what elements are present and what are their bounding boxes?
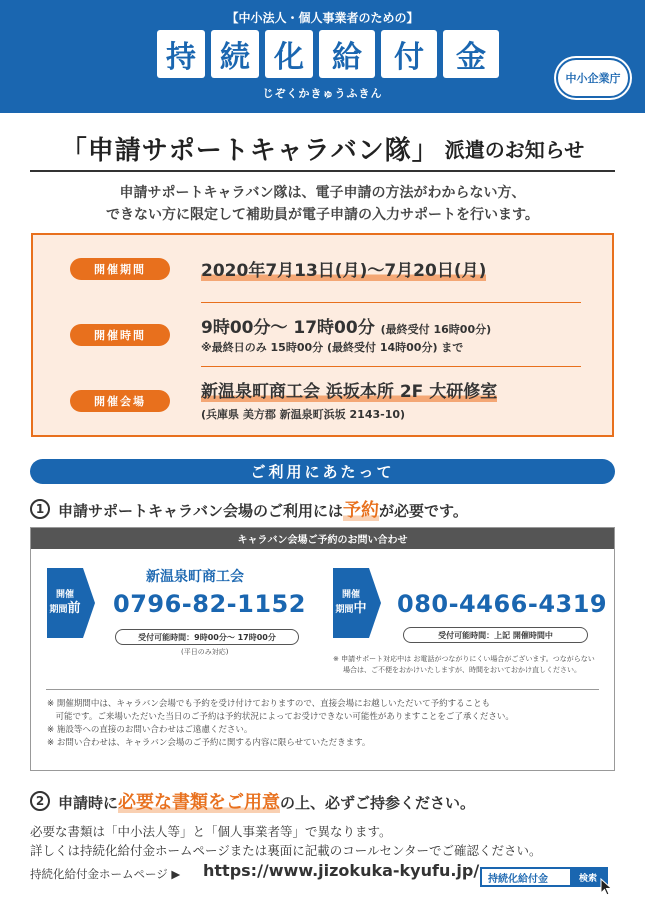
title-ruby: じぞくかきゅうふきん bbox=[262, 87, 383, 100]
time-label: 開催時間 bbox=[70, 324, 170, 346]
agency-logo: 中小企業庁 bbox=[556, 58, 630, 98]
contact-note: ※ 施設等への直接のお問い合わせはご遠慮ください。 bbox=[47, 725, 253, 735]
point-number: 1 bbox=[30, 499, 50, 519]
tag-text: 期間 bbox=[335, 605, 354, 615]
point-text: 申請時に bbox=[58, 794, 119, 812]
point-text: 申請サポートキャラバン会場のご利用には bbox=[58, 502, 344, 520]
note-line: 場合は、ご不便をおかけいたしますが、時間をおいておかけ直しください。 bbox=[343, 666, 581, 674]
before-contact-name: 新温泉町商工会 bbox=[146, 569, 244, 585]
period-label: 開催期間 bbox=[70, 258, 170, 280]
venue-value: 新温泉町商工会 浜坂本所 2F 大研修室 bbox=[201, 377, 497, 402]
headline-main: 「申請サポートキャラバン隊」 bbox=[60, 135, 439, 166]
contact-note: 可能です。ご来場いただいた当日のご予約は予約状況によってお受けできない可能性がありますことをご了承ください。 bbox=[47, 712, 514, 722]
search-keyword: 持続化給付金 bbox=[488, 873, 548, 885]
search-box[interactable] bbox=[480, 867, 608, 887]
program-title bbox=[157, 30, 499, 78]
time-main: 9時00分〜 17時00分 bbox=[201, 318, 375, 338]
homepage-label: 持続化給付金ホームページ ▶ bbox=[30, 867, 181, 881]
time-sub: ※最終日のみ 15時00分 (最終受付 14時00分) まで bbox=[201, 341, 464, 354]
title-char: 化 bbox=[265, 30, 313, 78]
contact-header: キャラバン会場ご予約のお問い合わせ bbox=[31, 528, 614, 549]
venue-label: 開催会場 bbox=[70, 390, 170, 412]
tag-text: 開催 bbox=[55, 590, 74, 600]
point-text: の上、必ずご持参ください。 bbox=[280, 794, 476, 812]
point-highlight: 予約 bbox=[343, 500, 380, 521]
intro-line: 申請サポートキャラバン隊は、電子申請の方法がわからない方、 bbox=[119, 185, 526, 201]
tag-big-text: 前 bbox=[67, 601, 81, 616]
before-contact-phone[interactable]: 0796-82-1152 bbox=[113, 590, 306, 618]
contact-divider bbox=[46, 689, 599, 690]
point-text: が必要です。 bbox=[379, 502, 468, 520]
time-value bbox=[201, 313, 491, 338]
mouse-cursor-icon bbox=[600, 878, 614, 896]
venue-address: (兵庫県 美方郡 新温泉町浜坂 2143-10) bbox=[201, 408, 406, 421]
homepage-url-link[interactable]: https://www.jizokuka-kyufu.jp/ bbox=[203, 861, 480, 880]
title-char: 続 bbox=[211, 30, 259, 78]
title-char: 持 bbox=[157, 30, 205, 78]
period-value: 2020年7月13日(月)〜7月20日(月) bbox=[201, 256, 486, 281]
header-band bbox=[0, 0, 645, 113]
before-contact-hours: 受付可能時間：9時00分〜 17時00分 bbox=[115, 629, 299, 645]
event-info-box bbox=[31, 233, 614, 437]
title-char: 金 bbox=[443, 30, 499, 78]
tag-big-text: 中 bbox=[353, 601, 367, 616]
intro-line: できない方に限定して補助員が電子申請の入力サポートを行います。 bbox=[106, 207, 539, 223]
title-char: 付 bbox=[381, 30, 437, 78]
tag-text: 期間 bbox=[49, 605, 68, 615]
point-highlight: 必要な書類をご用意 bbox=[118, 792, 281, 813]
time-note: (最終受付 16時00分) bbox=[380, 323, 492, 336]
before-period-tag bbox=[47, 568, 83, 638]
contact-box bbox=[30, 527, 615, 771]
usage-point-2 bbox=[30, 788, 475, 814]
headline-sub: 派遣のお知らせ bbox=[444, 137, 585, 162]
point-number: 2 bbox=[30, 791, 50, 811]
usage-banner: ご利用にあたって bbox=[30, 459, 615, 484]
search-button[interactable]: 検索 bbox=[570, 869, 606, 885]
during-contact-note bbox=[333, 654, 595, 676]
contact-notes bbox=[47, 698, 607, 750]
note-line: ※ 申請サポート対応中は お電話がつながりにくい場合がございます。つながらない bbox=[333, 655, 595, 663]
headline-divider bbox=[30, 170, 615, 172]
headline bbox=[30, 128, 615, 168]
documents-line: 必要な書類は「中小法人等」と「個人事業者等」で異なります。 bbox=[30, 824, 392, 839]
during-period-tag bbox=[333, 568, 369, 638]
tag-text: 開催 bbox=[341, 590, 360, 600]
contact-note: ※ 開催期間中は、キャラバン会場でも予約を受け付けておりますので、直接会場にお越しいただいて予約することも bbox=[47, 699, 491, 709]
documents-note bbox=[30, 822, 620, 860]
title-char: 給 bbox=[319, 30, 375, 78]
info-divider bbox=[201, 302, 581, 303]
usage-point-1 bbox=[30, 496, 468, 522]
during-contact-phone[interactable]: 080-4466-4319 bbox=[397, 590, 608, 618]
contact-note: ※ お問い合わせは、キャラバン会場のご予約に関する内容に限らせていただきます。 bbox=[47, 738, 371, 748]
intro-text bbox=[30, 182, 615, 226]
info-divider bbox=[201, 366, 581, 367]
during-contact-hours: 受付可能時間：上記 開催時間中 bbox=[403, 627, 588, 643]
before-contact-hours-note: (平日のみ対応) bbox=[181, 648, 229, 656]
documents-line: 詳しくは持続化給付金ホームページまたは裏面に記載のコールセンターでご確認ください。 bbox=[30, 843, 542, 858]
header-subtitle: 【中小法人・個人事業者のための】 bbox=[226, 11, 419, 25]
